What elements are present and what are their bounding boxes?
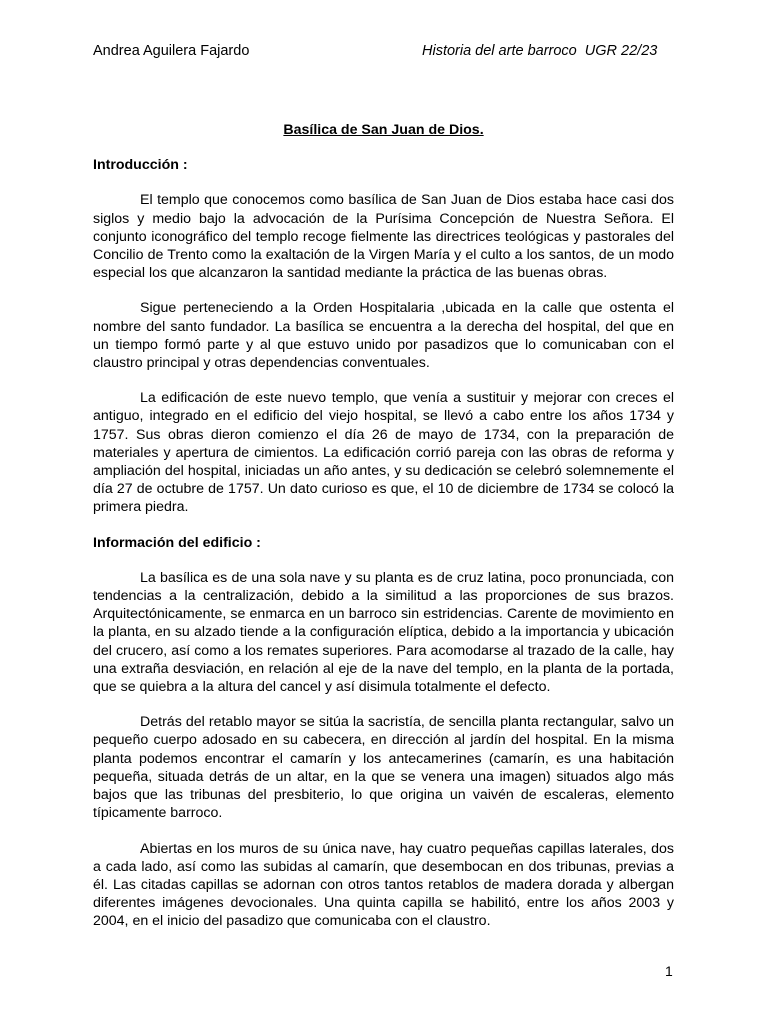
paragraph: La basílica es de una sola nave y su planta es de cruz latina, poco pronunciada, con tendencias a la centralización, debido a la similitud a las proporciones de sus brazos. Arquitectónicamente, se enmarca en un barroco sin estridencias. Carente de movimiento en la planta, en su alzado tiende a la configuración elíptica, debido a la importancia y ubicación del crucero, así como a los remates superiores. Para acomodarse al trazado de la calle, hay una extraña desviación, en relación al eje de la nave del templo, en la planta de la portada, que se quiebra a la altura del cancel y así disimula totalmente el defecto. [93,569,674,696]
paragraph: La edificación de este nuevo templo, que venía a sustituir y mejorar con creces el antiguo, integrado en el edificio del viejo hospital, se llevó a cabo entre los años 1734 y 1757. Sus obras dieron comienzo el día 26 de mayo de 1734, con la preparación de materiales y apertura de cimientos. La edificación corrió pareja con las obras de reforma y ampliación del hospital, iniciadas un año antes, y su dedicación se celebró solemnemente el día 27 de octubre de 1757. Un dato curioso es que, el 10 de diciembre de 1734 se colocó la primera piedra. [93,390,674,516]
document-title: Basílica de San Juan de Dios. [283,122,484,138]
paragraph: Detrás del retablo mayor se sitúa la sacristía, de sencilla planta rectangular, salvo un pequeño cuerpo adosado en su cabecera, en dirección al jardín del hospital. En la misma planta podemos encontrar el camarín y los antecamerines (camarín, es una habitación pequeña, situada detrás de un altar, en la que se venera una imagen) situados algo más bajos que las tribunas del presbiterio, lo que origina un vaivén de escaleras, elemento típicamente barroco. [93,714,674,822]
header-author: Andrea Aguilera Fajardo [93,43,250,59]
document-body [93,121,674,948]
page-number: 1 [665,963,673,979]
section-heading-informacion: Información del edificio : [93,534,261,551]
paragraph: El templo que conocemos como basílica de San Juan de Dios estaba hace casi dos siglos y medio bajo la advocación de la Purísima Concepción de Nuestra Señora. El conjunto iconográfico del templo recoge fielmente las directrices teológicas y pastorales del Concilio de Trento como la exaltación de la Virgen María y el culto a los santos, de un modo especial los que alcanzaron la santidad mediante la práctica de las buenas obras. [93,192,674,282]
section-heading-introduccion: Introducción : [93,157,188,174]
header-course: Historia del arte barroco UGR 22/23 [422,43,658,59]
paragraph: Sigue perteneciendo a la Orden Hospitalaria ,ubicada en la calle que ostenta el nombre del santo fundador. La basílica se encuentra a la derecha del hospital, del que en un tiempo formó parte y al que estuvo unido por pasadizos que lo comunicaban con el claustro principal y otras dependencias conventuales. [93,300,674,372]
paragraph: Abiertas en los muros de su única nave, hay cuatro pequeñas capillas laterales, dos a cada lado, así como las subidas al camarín, que desembocan en dos tribunas, previas a él. Las citadas capillas se adornan con otros tantos retablos de madera dorada y albergan diferentes imágenes devocionales. Una quinta capilla se habilitó, entre los años 2003 y 2004, en el inicio del pasadizo que comunicaba con el claustro. [93,840,674,930]
